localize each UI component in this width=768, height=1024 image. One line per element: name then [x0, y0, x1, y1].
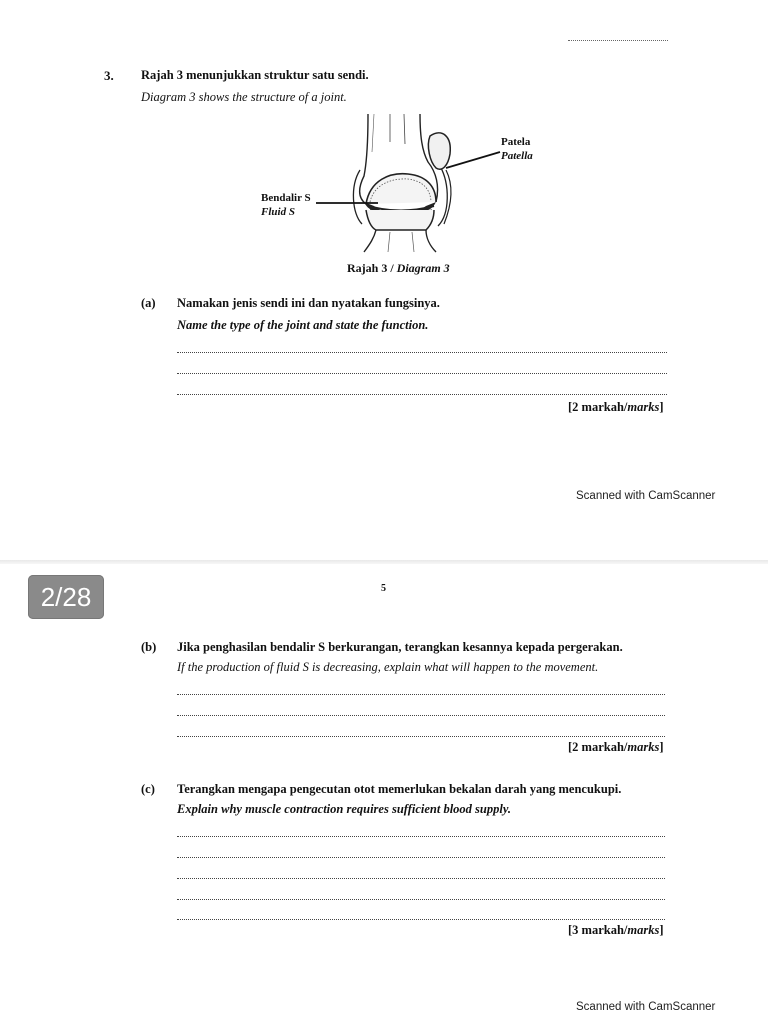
- question-number: 3.: [104, 68, 114, 83]
- patella-label-en: Patella: [501, 150, 533, 162]
- marks-close: ]: [659, 923, 664, 937]
- answer-line[interactable]: [177, 919, 665, 920]
- part-a-text-ms: Namakan jenis sendi ini dan nyatakan fungsinya.: [177, 296, 440, 310]
- answer-line[interactable]: [177, 715, 665, 716]
- camscanner-footer: Scanned with CamScanner: [576, 490, 716, 502]
- part-c-text-en: Explain why muscle contraction requires sufficient blood supply.: [177, 802, 512, 816]
- diagram-caption-en: Diagram 3: [396, 261, 450, 275]
- question-text-en: Diagram 3 shows the structure of a joint.: [141, 90, 347, 104]
- marks-ms: [2 markah/: [568, 740, 628, 754]
- page-indicator-badge: 2/28: [28, 575, 104, 619]
- answer-line[interactable]: [177, 736, 665, 737]
- answer-line[interactable]: [177, 352, 667, 353]
- fluid-s-label-en: Fluid S: [261, 206, 295, 218]
- marks-en: marks: [627, 400, 660, 414]
- marks-close: ]: [659, 400, 664, 414]
- marks-ms: [3 markah/: [568, 923, 628, 937]
- question-text-ms: Rajah 3 menunjukkan struktur satu sendi.: [141, 68, 369, 82]
- diagram-caption: [347, 261, 450, 276]
- marks-close: ]: [659, 740, 664, 754]
- part-b-marks: [568, 740, 664, 755]
- patella-label-ms: Patela: [501, 136, 531, 148]
- fluid-s-label-ms: Bendalir S: [261, 192, 311, 204]
- answer-line[interactable]: [177, 836, 665, 837]
- marks-ms: [2 markah/: [568, 400, 628, 414]
- answer-line[interactable]: [177, 694, 665, 695]
- knee-joint-diagram: [250, 106, 550, 256]
- answer-line[interactable]: [177, 878, 665, 879]
- answer-line[interactable]: [177, 899, 665, 900]
- answer-line[interactable]: [177, 857, 665, 858]
- marks-en: marks: [627, 740, 660, 754]
- part-a-marks: [568, 400, 664, 415]
- part-b-text-en: If the production of fluid S is decreasing, explain what will happen to the movement.: [177, 660, 599, 674]
- answer-line[interactable]: [177, 394, 667, 395]
- marks-en: marks: [627, 923, 660, 937]
- part-c-text-ms: Terangkan mengapa pengecutan otot memerlukan bekalan darah yang mencukupi.: [177, 782, 622, 796]
- part-a-text-en: Name the type of the joint and state the function.: [177, 318, 429, 332]
- scanned-page-bottom: [0, 564, 768, 1024]
- cut-off-marks-remnant: [568, 34, 668, 41]
- part-a-label: (a): [141, 296, 156, 310]
- camscanner-footer: Scanned with CamScanner: [576, 1001, 716, 1013]
- diagram-caption-ms: Rajah 3 /: [347, 261, 397, 275]
- page-number: 5: [381, 583, 386, 594]
- part-c-label: (c): [141, 782, 155, 796]
- part-b-label: (b): [141, 640, 157, 654]
- answer-line[interactable]: [177, 373, 667, 374]
- part-c-marks: [568, 923, 664, 938]
- part-b-text-ms: Jika penghasilan bendalir S berkurangan, terangkan kesannya kepada pergerakan.: [177, 640, 623, 654]
